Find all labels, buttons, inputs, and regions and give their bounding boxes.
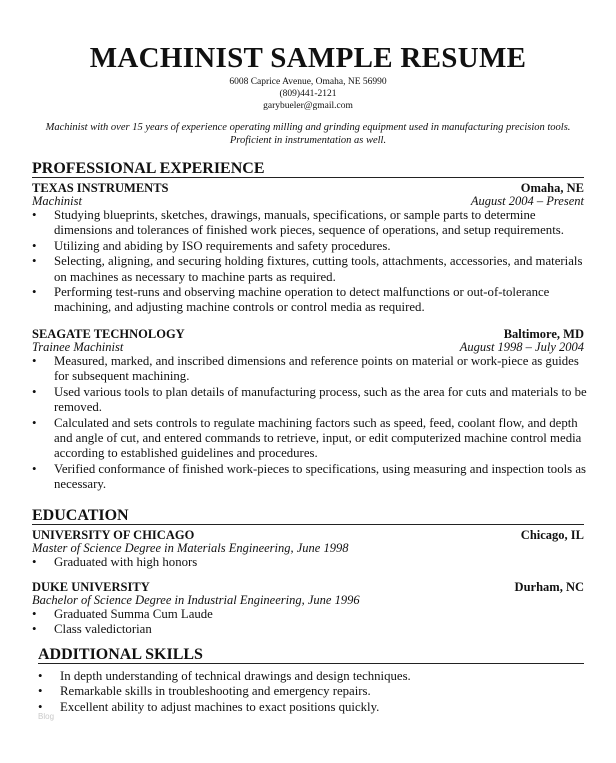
- company-location: Omaha, NE: [520, 181, 584, 195]
- list-item: [32, 285, 587, 316]
- school-name: DUKE UNIVERSITY: [32, 580, 150, 594]
- degree: Bachelor of Science Degree in Industrial Engineering, June 1996: [32, 593, 360, 607]
- bullet-icon: •: [32, 354, 37, 368]
- list-item-text: Graduated with high honors: [54, 555, 198, 569]
- list-item: [32, 607, 587, 622]
- bullet-icon: •: [32, 622, 37, 637]
- section-divider: [38, 663, 584, 664]
- bullet-icon: •: [38, 684, 43, 699]
- section-title-experience: PROFESSIONAL EXPERIENCE: [32, 160, 265, 177]
- list-item-text: Selecting, aligning, and securing holding fixtures, cutting tools, attachments, accessories, and materials on machines as necessary to machine parts as required.: [54, 254, 583, 284]
- bullet-icon: •: [32, 384, 37, 399]
- list-item-text: Studying blueprints, sketches, drawings, manuals, specifications, or sample parts to determine dimensions and tolerances of finished work pieces, sequence of operations, and setup requirements.: [54, 208, 564, 238]
- job-dates: August 1998 – July 2004: [459, 340, 584, 354]
- school-name: UNIVERSITY OF CHICAGO: [32, 528, 195, 542]
- bullet-icon: •: [38, 669, 43, 683]
- section-title-skills: ADDITIONAL SKILLS: [38, 646, 203, 663]
- resume-title: MACHINIST SAMPLE RESUME: [89, 42, 527, 74]
- school-location: Durham, NC: [514, 580, 584, 594]
- list-item: [32, 555, 587, 570]
- bullet-icon: •: [38, 699, 43, 714]
- list-item-text: Remarkable skills in troubleshooting and emergency repairs.: [60, 684, 371, 699]
- bullet-icon: •: [32, 415, 37, 430]
- list-item: [32, 354, 587, 385]
- list-item: [38, 684, 593, 699]
- contact-phone: (809)441-2121: [279, 89, 337, 99]
- list-item-text: Calculated and sets controls to regulate machining factors such as speed, feed, coolant flow, and depth and angle of cut, and entered commands to retrieve, input, or edit computerized machine control media according to established guidelines and procedures.: [54, 415, 582, 461]
- job-bullets: [32, 208, 587, 316]
- list-item: [32, 622, 587, 637]
- list-item: [38, 700, 593, 715]
- section-title-education: EDUCATION: [32, 507, 129, 524]
- company-location: Baltimore, MD: [503, 327, 584, 341]
- bullet-icon: •: [32, 555, 37, 569]
- list-item-text: In depth understanding of technical drawings and design techniques.: [60, 669, 411, 683]
- bullet-icon: •: [32, 607, 37, 621]
- school-bullets: [32, 555, 587, 570]
- job-dates: August 2004 – Present: [470, 194, 584, 208]
- list-item-text: Measured, marked, and inscribed dimensions and reference points on material or work-piece as guides for subsequent machining.: [54, 354, 579, 384]
- company-name: SEAGATE TECHNOLOGY: [32, 327, 185, 341]
- company-name: TEXAS INSTRUMENTS: [32, 181, 169, 195]
- school-bullets: [32, 607, 587, 638]
- list-item: [32, 416, 587, 462]
- contact-email: garybueler@gmail.com: [263, 101, 353, 111]
- section-divider: [32, 524, 584, 525]
- list-item-text: Graduated Summa Cum Laude: [54, 607, 213, 621]
- bullet-icon: •: [32, 461, 37, 476]
- summary-line: Machinist with over 15 years of experience operating milling and grinding equipment used in manufacturing precision tools.: [45, 122, 571, 133]
- list-item: [38, 669, 593, 684]
- list-item-text: Used various tools to plan details of manufacturing process, such as the area for cuts and materials to be removed.: [54, 384, 587, 415]
- degree: Master of Science Degree in Materials Engineering, June 1998: [32, 541, 349, 555]
- summary: [20, 121, 596, 147]
- skills-bullets: [38, 669, 593, 715]
- school-location: Chicago, IL: [520, 528, 584, 542]
- list-item: [32, 385, 587, 416]
- watermark: Blog: [38, 712, 55, 721]
- list-item: [32, 462, 587, 493]
- bullet-icon: •: [32, 238, 37, 253]
- section-divider: [32, 177, 584, 178]
- job-role: Trainee Machinist: [32, 340, 124, 354]
- list-item: [32, 208, 587, 239]
- list-item-text: Performing test-runs and observing machine operation to detect malfunctions or out-of-tolerance machining, and adjusting machine controls or control media as required.: [54, 285, 550, 315]
- list-item-text: Class valedictorian: [54, 622, 152, 637]
- contact-address: 6008 Caprice Avenue, Omaha, NE 56990: [229, 77, 387, 87]
- list-item: [32, 239, 587, 254]
- job-bullets: [32, 354, 587, 493]
- list-item-text: Utilizing and abiding by ISO requirements and safety procedures.: [54, 238, 391, 253]
- bullet-icon: •: [32, 254, 37, 269]
- summary-line: Proficient in instrumentation as well.: [229, 135, 387, 146]
- job-role: Machinist: [32, 194, 82, 208]
- list-item-text: Excellent ability to adjust machines to exact positions quickly.: [60, 699, 380, 714]
- list-item-text: Verified conformance of finished work-pieces to specifications, using measuring and inspection tools as necessary.: [54, 461, 586, 492]
- bullet-icon: •: [32, 208, 37, 222]
- list-item: [32, 254, 587, 285]
- bullet-icon: •: [32, 285, 37, 300]
